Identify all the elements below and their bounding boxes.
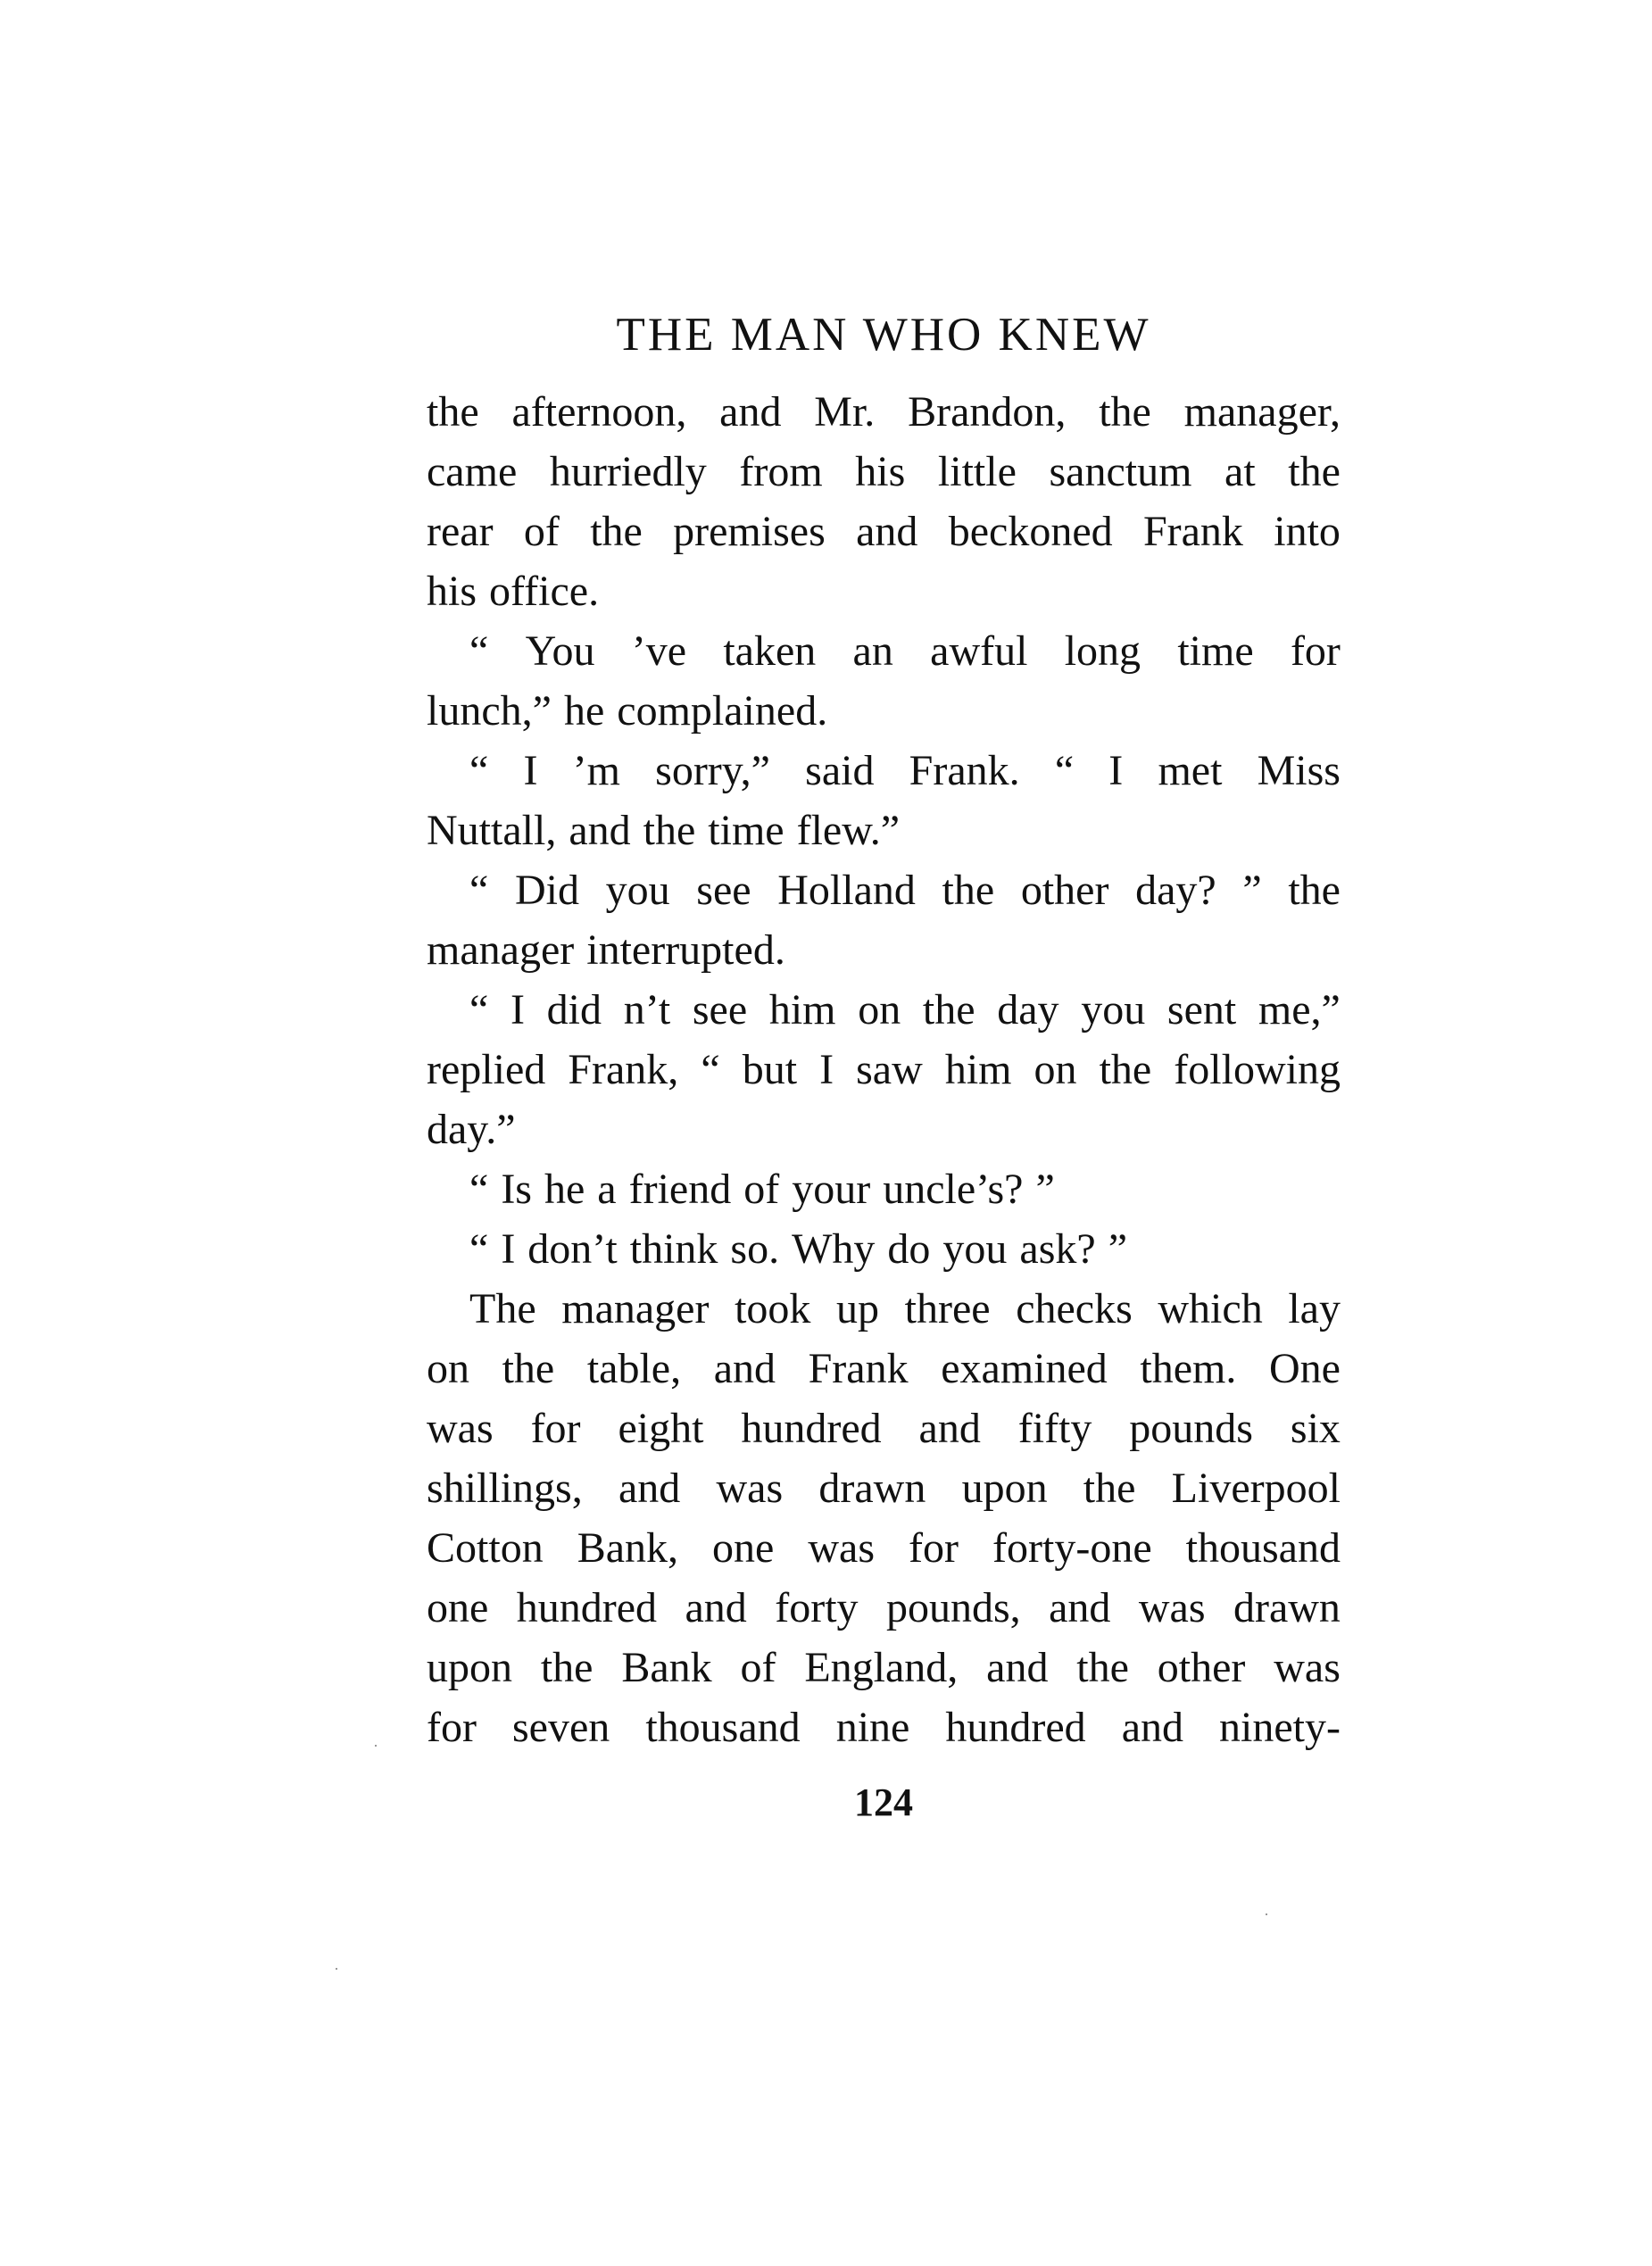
paper-speck (1266, 1913, 1267, 1915)
word: Brandon, (908, 388, 1067, 436)
text-line (427, 502, 1341, 561)
word: “ (469, 867, 489, 914)
word: You (525, 627, 595, 675)
word: The (469, 1285, 536, 1332)
word: n’t (623, 986, 671, 1033)
word: rear (427, 508, 494, 555)
word: “ (701, 1046, 720, 1093)
word: I (511, 986, 525, 1033)
word: day? (1135, 867, 1216, 914)
word: Is (501, 1166, 532, 1213)
word: and (719, 388, 782, 436)
word: drawn (818, 1465, 926, 1512)
word: forty-one (992, 1524, 1152, 1572)
word: examined (941, 1345, 1108, 1392)
word: three (904, 1285, 991, 1332)
word: time (708, 807, 784, 854)
word: and (918, 1405, 981, 1452)
word: was (1138, 1584, 1206, 1631)
text-line (427, 860, 1341, 920)
word: Frank (808, 1345, 909, 1392)
word: on (858, 986, 901, 1033)
word: Miss (1257, 747, 1341, 794)
word: complained. (617, 687, 828, 735)
word: and (713, 1345, 776, 1392)
word: at (1224, 448, 1256, 495)
word: Nuttall, (427, 807, 557, 854)
text-line (427, 1697, 1341, 1757)
word: lay (1288, 1285, 1341, 1332)
word: hurriedly (549, 448, 707, 495)
word: sorry,” (655, 747, 770, 794)
word: the (1288, 867, 1341, 914)
word: One (1268, 1345, 1341, 1392)
word: from (739, 448, 823, 495)
word: forty (775, 1584, 859, 1631)
text-line (427, 1040, 1341, 1100)
word: the (643, 807, 696, 854)
word: taken (723, 627, 817, 675)
word: Frank, (568, 1046, 679, 1093)
word: and (569, 807, 631, 854)
word: he (563, 687, 605, 735)
word: friend (628, 1166, 732, 1213)
text-line (427, 1518, 1341, 1578)
text-line (427, 1100, 1341, 1159)
word: manager, (1183, 388, 1341, 436)
paper-speck (336, 1968, 337, 1970)
word: ” (1035, 1166, 1055, 1213)
word: long (1064, 627, 1141, 675)
word: ninety- (1219, 1704, 1341, 1751)
word: seven (512, 1704, 610, 1751)
word: Did (514, 867, 579, 914)
word: the (502, 1345, 555, 1392)
word: the (540, 1644, 594, 1691)
word: fifty (1017, 1405, 1092, 1452)
word: manager (561, 1285, 710, 1332)
text-line (427, 382, 1341, 442)
word: awful (930, 627, 1028, 675)
word: Mr. (814, 388, 876, 436)
body-text (427, 382, 1341, 1757)
word: Bank, (577, 1524, 679, 1572)
word: beckoned (948, 508, 1113, 555)
word: “ (469, 747, 489, 794)
word: I (819, 1046, 834, 1093)
word: me,” (1258, 986, 1341, 1033)
word: think (629, 1225, 718, 1273)
word: Bank (621, 1644, 712, 1691)
word: England, (804, 1644, 959, 1691)
text-line (427, 681, 1341, 741)
word: shillings, (427, 1465, 583, 1512)
word: Liverpool (1171, 1465, 1341, 1512)
word: following (1174, 1046, 1341, 1093)
word: of (523, 508, 560, 555)
word: an (852, 627, 893, 675)
word: the (1099, 388, 1151, 436)
word: the (1288, 448, 1341, 495)
word: drawn (1233, 1584, 1341, 1631)
word: manager (427, 926, 575, 974)
word: the (1099, 1046, 1152, 1093)
page-number: 124 (854, 1780, 913, 1824)
word: into (1274, 508, 1341, 555)
text-line (427, 442, 1341, 502)
word: ask? (1019, 1225, 1096, 1273)
word: office. (489, 568, 600, 615)
word: did (546, 986, 602, 1033)
text-line (427, 561, 1341, 621)
word: the (942, 867, 995, 914)
word: you (1081, 986, 1146, 1033)
word: thousand (645, 1704, 801, 1751)
text-line (427, 1159, 1341, 1219)
word: lunch,” (427, 687, 552, 735)
word: sent (1166, 986, 1237, 1033)
word: day (997, 986, 1059, 1033)
word: Cotton (427, 1524, 544, 1572)
text-line (427, 1458, 1341, 1518)
word: was (427, 1405, 494, 1452)
word: of (743, 1166, 780, 1213)
word: one (427, 1584, 489, 1631)
word: met (1158, 747, 1223, 794)
word: you (605, 867, 670, 914)
word: flew.” (796, 807, 901, 854)
word: his (855, 448, 906, 495)
word: and (1121, 1704, 1183, 1751)
word: premises (673, 508, 826, 555)
word: the (1083, 1465, 1136, 1512)
word: took (735, 1285, 811, 1332)
word: his (427, 568, 477, 615)
word: hundred (516, 1584, 658, 1631)
word: do (887, 1225, 931, 1273)
text-line (427, 1339, 1341, 1399)
word: the (427, 388, 479, 436)
word: ” (1242, 867, 1262, 914)
word: them. (1140, 1345, 1237, 1392)
word: don’t (527, 1225, 618, 1273)
running-head: THE MAN WHO KNEW (616, 309, 1151, 361)
word: hundred (945, 1704, 1086, 1751)
word: “ (469, 627, 489, 675)
word: afternoon, (511, 388, 687, 436)
word: pounds (1129, 1405, 1253, 1452)
word: for (427, 1704, 477, 1751)
word: “ (1054, 747, 1075, 794)
text-line (427, 741, 1341, 801)
text-line (427, 1578, 1341, 1638)
word: I (523, 747, 538, 794)
word: Frank (1142, 508, 1243, 555)
word: and (856, 508, 918, 555)
text-line (427, 920, 1341, 980)
text-line (427, 801, 1341, 860)
word: “ (469, 1166, 489, 1213)
word: checks (1016, 1285, 1133, 1332)
word: day.” (427, 1106, 516, 1153)
word: interrupted. (586, 926, 785, 974)
word: replied (427, 1046, 546, 1093)
word: other (1157, 1644, 1246, 1691)
text-line (427, 1219, 1341, 1279)
word: six (1290, 1405, 1341, 1452)
word: said (805, 747, 875, 794)
word: “ (469, 1225, 489, 1273)
word: up (836, 1285, 880, 1332)
word: other (1020, 867, 1109, 914)
text-line (427, 1279, 1341, 1339)
word: hundred (741, 1405, 882, 1452)
word: he (544, 1166, 585, 1213)
word: sanctum (1049, 448, 1192, 495)
word: for (909, 1524, 959, 1572)
word: your (792, 1166, 871, 1213)
word: of (740, 1644, 776, 1691)
word: was (1274, 1644, 1341, 1691)
word: on (427, 1345, 469, 1392)
word: ” (1108, 1225, 1128, 1273)
text-line (427, 980, 1341, 1040)
word: nine (835, 1704, 910, 1751)
word: I (1108, 747, 1124, 794)
word: but (742, 1046, 798, 1093)
word: on (1034, 1046, 1077, 1093)
word: I (501, 1225, 516, 1273)
word: table, (586, 1345, 682, 1392)
word: was (808, 1524, 876, 1572)
word: for (1290, 627, 1341, 675)
word: ’ve (631, 627, 687, 675)
word: ’m (572, 747, 620, 794)
word: and (685, 1584, 747, 1631)
word: and (618, 1465, 681, 1512)
word: the (922, 986, 975, 1033)
word: was (716, 1465, 784, 1512)
word: him (944, 1046, 1012, 1093)
word: uncle’s? (883, 1166, 1024, 1213)
word: and (986, 1644, 1049, 1691)
word: time (1177, 627, 1254, 675)
word: you (942, 1225, 1008, 1273)
word: and (1049, 1584, 1111, 1631)
text-line (427, 621, 1341, 681)
word: the (1076, 1644, 1129, 1691)
word: “ (469, 986, 489, 1033)
word: little (937, 448, 1017, 495)
word: him (768, 986, 836, 1033)
word: Why (792, 1225, 876, 1273)
word: came (427, 448, 518, 495)
text-line (427, 1638, 1341, 1697)
word: see (696, 867, 751, 914)
text-line (427, 1399, 1341, 1458)
word: pounds, (885, 1584, 1021, 1631)
word: for (530, 1405, 581, 1452)
word: one (712, 1524, 775, 1572)
word: thousand (1185, 1524, 1341, 1572)
word: upon (427, 1644, 512, 1691)
word: which (1158, 1285, 1263, 1332)
word: see (692, 986, 748, 1033)
word: eight (618, 1405, 704, 1452)
paper-speck (375, 1745, 377, 1747)
word: a (597, 1166, 617, 1213)
word: Holland (777, 867, 916, 914)
word: so. (730, 1225, 780, 1273)
word: Frank. (909, 747, 1020, 794)
word: the (590, 508, 643, 555)
word: upon (961, 1465, 1048, 1512)
word: saw (856, 1046, 923, 1093)
